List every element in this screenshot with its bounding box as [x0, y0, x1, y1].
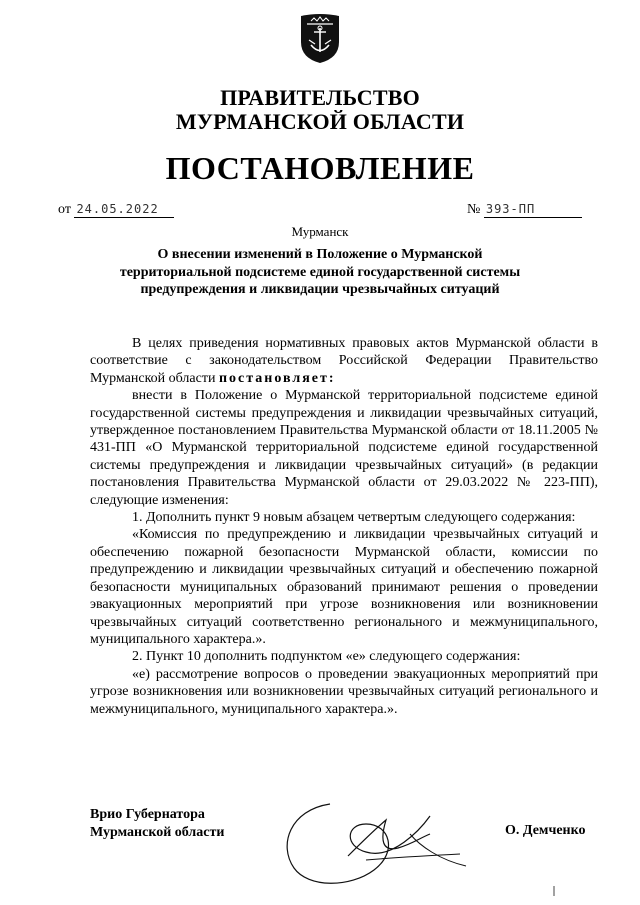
handwritten-signature — [270, 790, 480, 900]
document-date: 24.05.2022 — [74, 201, 174, 218]
document-body — [90, 335, 598, 718]
number-prefix: № — [467, 202, 481, 217]
signatory-title-line1: Врио Губернатора — [90, 807, 205, 822]
coat-of-arms-icon — [299, 12, 341, 64]
document-number: 393-ПП — [484, 201, 582, 218]
date-row — [58, 201, 174, 218]
signatory-title-line2: Мурманской области — [90, 824, 225, 840]
paragraph: внести в Положение о Мурманской территориальной подсистеме единой государственной системы предупреждения и ликвидации чрезвычайных ситуаций, утвержденное постановлением Правительства Мурманской области от 18.11.2005 № 431-ПП «О Мурманской территориальной подсистеме единой государственной системы предупреждения и ликвидации чрезвычайных ситуаций» (в редакции постановления Правительства Мурманской области от 29.03.2022 № 223-ПП), следующие изменения: — [90, 388, 598, 508]
org-name-line1: ПРАВИТЕЛЬСТВО — [220, 85, 420, 110]
org-name-line2: МУРМАНСКОЙ ОБЛАСТИ — [175, 109, 465, 134]
document-type: ПОСТАНОВЛЕНИЕ — [165, 150, 475, 186]
paragraph: «е) рассмотрение вопросов о проведении эвакуационных мероприятий при угрозе возникновения или возникновении чрезвычайных ситуаций регионального и межмуниципального, муниципального характера.». — [90, 666, 598, 717]
city: Мурманск — [291, 224, 349, 239]
paragraph-intro — [90, 335, 598, 387]
scan-mark — [552, 886, 556, 896]
signatory-title — [90, 806, 224, 841]
paragraph: «Комиссия по предупреждению и ликвидации чрезвычайных ситуаций и обеспечению пожарной безопасности Мурманской области, комиссии по предупреждению и ликвидации чрезвычайных ситуаций и обеспечению пожарной безопасности муниципальных образований принимают решения о проведении эвакуационных мероприятий при угрозе возникновения или возникновении чрезвычайных ситуаций соответственно регионального и межмуниципального, муниципального характера.». — [90, 527, 598, 647]
date-prefix: от — [58, 202, 71, 217]
paragraph: 1. Дополнить пункт 9 новым абзацем четвертым следующего содержания: — [132, 510, 576, 526]
resolves-word: постановляет: — [218, 370, 336, 386]
intro-text: В целях приведения нормативных правовых актов Мурманской области в соответствие с законодательством Российской Федерации Правительство Мурманской области — [90, 336, 598, 386]
document-subject: О внесении изменений в Положение о Мурманской территориальной подсистеме единой государственной системы предупреждения и ликвидации чрезвычайных ситуаций — [119, 247, 521, 297]
paragraph: 2. Пункт 10 дополнить подпунктом «е» следующего содержания: — [132, 649, 521, 665]
signatory-name: О. Демченко — [505, 823, 586, 838]
number-row — [467, 201, 582, 218]
